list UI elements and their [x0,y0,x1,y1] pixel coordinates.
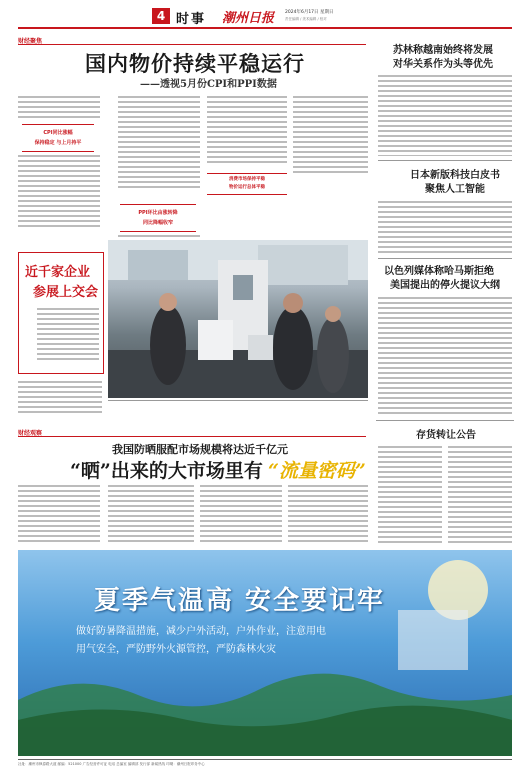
expo-box-title-2: 参展上交会 [33,285,99,300]
top-article-col-1b [18,152,100,240]
notice-title: 存货转让公告 [416,430,476,441]
right-top-body [378,72,512,156]
expo-box-body [37,305,99,369]
pull-quote-2-line2: 同比降幅收窄 [142,220,173,226]
right-divider-2 [378,258,512,259]
notice-body-right [448,443,512,545]
section-tag-observation: 财经观察 [18,430,43,437]
date-line: 2024年6月17日 星期日 [285,10,334,15]
bottom-col-2 [108,482,194,544]
left-col-lower [18,378,102,426]
footer-rule [18,759,512,760]
section-tag-line-2 [18,436,366,437]
notice-box [376,420,514,549]
section-tag-finance: 财经聚焦 [18,38,43,45]
pull-quote-1 [22,124,94,152]
right-divider-1 [378,160,512,161]
right-top-headline-2: 对华关系作为头等优先 [393,59,493,70]
masthead-rule [18,27,512,29]
top-article-col-1 [18,93,100,121]
expo-box [18,252,104,374]
pull-quote-3-line2: 物价运行总体平稳 [229,185,265,190]
pull-quote-2-line1: PPI环比由涨转降 [138,210,178,216]
masthead [0,0,530,30]
paper-logo: 潮州日报 [222,11,275,26]
section-name: 时事 [176,12,207,27]
expo-photo-caption-line [108,400,368,401]
banner-title: 夏季气温高 安全要记牢 [94,586,386,616]
top-headline: 国内物价持续平稳运行 [85,51,305,76]
bottom-col-3 [200,482,282,544]
safety-banner [18,550,512,756]
banner-line-1: 做好防暑降温措施，减少户外活动，户外作业，注意用电 [76,626,326,637]
pull-quote-3-line1: 消费市场保持平稳 [229,177,265,182]
footer-text: 社址：潮州市枫春路大道 邮编：521000 广告经营许可证 电话 总编室 编辑部 发行部 新闻热线 印刷：潮州日报印务中心 [18,762,205,766]
pull-quote-3 [207,173,287,195]
right-mid-headline-2: 聚焦人工智能 [425,184,485,195]
notice-body-left [378,443,442,545]
pull-quote-1-line2: 保持稳定 与上月持平 [34,140,82,146]
right-low-body [378,294,512,414]
expo-photo-scene [108,240,368,398]
page-number-badge: 4 [152,8,170,24]
right-mid-headline-1: 日本新版科技白皮书 [410,170,500,181]
right-low-headline-2: 美国提出的停火提议大纲 [390,280,500,291]
section-tag-line [18,44,366,45]
right-top-headline-1: 苏林称越南始终将发展 [393,45,493,56]
bottom-col-4 [288,482,368,544]
top-article-col-2 [118,93,200,203]
expo-box-title-1: 近千家企业 [25,265,91,280]
meta-line: 责任编辑 / 美术编辑 / 校对 [285,17,327,21]
top-subhead: ——透视5月份CPI和PPI数据 [140,79,277,90]
right-mid-body [378,198,512,254]
right-low-headline-1: 以色列媒体称哈马斯拒绝 [384,266,494,277]
expo-photo [108,240,368,398]
pull-quote-1-line1: CPI同比涨幅 [43,130,73,136]
bottom-headline [70,456,366,483]
bottom-headline-accent: “流量密码” [267,460,366,482]
bottom-col-1 [18,482,100,544]
top-article-col-3 [207,93,287,173]
top-article-col-4 [293,93,368,183]
bottom-headline-main: “晒”出来的大市场里有 [70,460,263,482]
bottom-kicker: 我国防晒服配市场规模将达近千亿元 [112,443,288,456]
pull-quote-2 [120,204,196,232]
banner-line-2: 用气安全，严防野外火源管控，严防森林火灾 [76,644,276,655]
